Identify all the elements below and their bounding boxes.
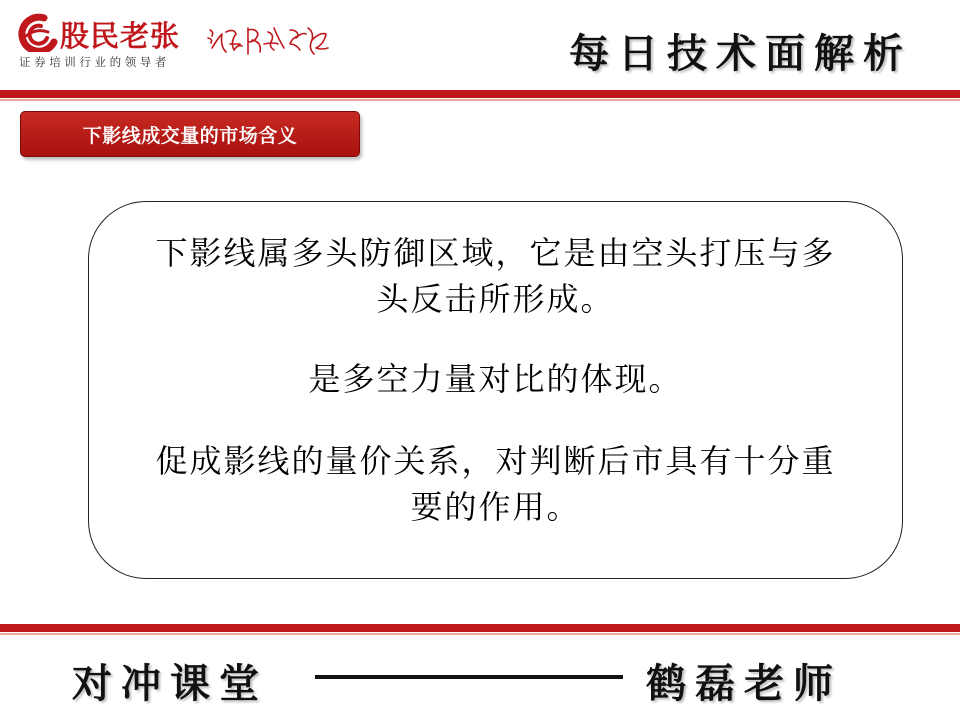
paragraph-line: 要的作用。: [410, 488, 581, 526]
paragraph-defense-zone: [89, 230, 902, 322]
paragraph-volume-price: [89, 438, 902, 530]
paragraph-line: 下影线属多头防御区域，它是由空头打压与多: [155, 234, 836, 272]
footer-course-name: 对冲课堂: [72, 660, 268, 707]
footer-teacher-name: 鹤磊老师: [646, 660, 842, 707]
footer-divider-accent: [0, 633, 960, 635]
logo-swirl-icon: [14, 12, 60, 52]
footer-separator-line: [315, 675, 623, 679]
footer-divider: [0, 624, 960, 632]
page-title: 每日技术面解析: [569, 30, 912, 77]
paragraph-line: 是多空力量对比的体现。: [308, 360, 683, 398]
header-divider: [0, 90, 960, 98]
paragraph-line: 头反击所形成。: [376, 280, 615, 318]
logo-name: 股民老张: [60, 19, 181, 53]
brand-logo: [14, 8, 334, 72]
handwritten-signature: [204, 18, 334, 64]
paragraph-force-comparison: [89, 356, 902, 402]
section-tag: 下影线成交量的市场含义: [20, 111, 360, 157]
header-divider-accent: [0, 99, 960, 101]
logo-tagline: 证券培训行业的领导者: [19, 55, 170, 69]
paragraph-line: 促成影线的量价关系，对判断后市具有十分重: [155, 442, 836, 480]
content-box: [88, 201, 903, 579]
